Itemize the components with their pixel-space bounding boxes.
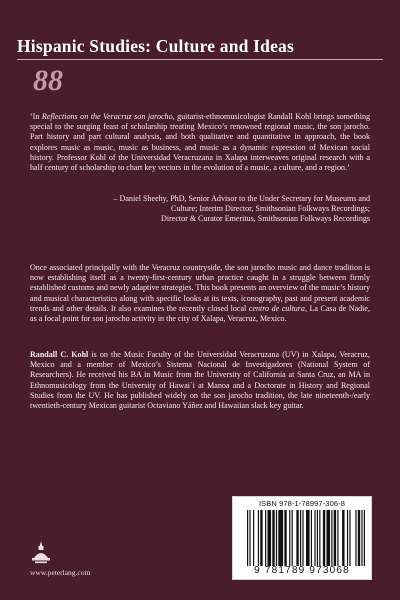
barcode-bar xyxy=(361,510,362,566)
attribution-line: – Daniel Sheehy, PhD, Senior Advisor to the Under Secretary for Museums and xyxy=(113,194,370,203)
barcode-bar xyxy=(355,510,356,566)
description-text-end: , La Casa de Nadie, as a focal point for son jarocho activity in the city of Xalapa, Veracruz, Mexico. xyxy=(30,303,371,324)
barcode-bars xyxy=(245,510,367,566)
barcode-bar xyxy=(302,510,303,566)
barcode-panel xyxy=(232,496,372,580)
barcode-bar xyxy=(306,510,310,566)
barcode-bar xyxy=(364,510,365,566)
barcode-bar xyxy=(326,510,330,566)
description-italic: centro de cultura xyxy=(248,303,305,313)
barcode-bar xyxy=(319,510,320,566)
barcode-bar xyxy=(292,510,293,566)
barcode-bar xyxy=(331,510,332,566)
quote-text: , guitarist-ethnomusicologist Randall Kohl brings something special to the surging feast of scholarship treating Mexico’s renowned regional music, the son jarocho. Part history and part cultural analysis, and both qualitative and quantitative in approach, the book explores music as music, music as business, and music as a dynamic expression of Mexican social history. Professor Kohl of the Universidad Veracruzana in Xalapa interweaves original research with a half century of scholarship to chart key vectors in the evolution of a music, a culture, and a region.’ xyxy=(30,112,370,173)
barcode-bar xyxy=(267,510,271,566)
volume-number: 88 xyxy=(33,64,63,97)
quote-open: ‘In xyxy=(30,112,42,121)
author-bio xyxy=(30,350,370,411)
barcode-bar xyxy=(300,510,301,566)
peter-lang-logo-icon xyxy=(30,540,52,564)
barcode-bar xyxy=(334,510,336,566)
barcode-bar xyxy=(314,510,315,566)
barcode-digits: 9 781789 973068 xyxy=(254,565,350,576)
author-name: Randall C. Kohl xyxy=(30,350,89,359)
barcode-bar xyxy=(272,510,274,566)
barcode-bar xyxy=(317,510,318,566)
barcode-bar xyxy=(358,510,360,566)
barcode-bar xyxy=(258,510,259,566)
author-bio-text: is on the Music Faculty of the Universidad Veracruzana (UV) in Xalapa, Veracruz, Mexico and a member of Mexico’s Sistema Nacional de Investigadores (National System of Researchers). He received his BA in Music from the University of California at Santa Cruz, an MA in Ethnomusicology from the University of Hawai`i at Manoa and a Doctorate in History and Regional Studies from the UV. He has published widely on the son jarocho tradition, the late nineteenth-/early twentieth-century Mexican guitarist Octaviano Yáñez and Hawaiian slack key guitar. xyxy=(30,350,370,411)
barcode-bar xyxy=(249,510,250,566)
endorsement-attribution xyxy=(30,194,370,225)
barcode-bar xyxy=(278,510,283,566)
book-description xyxy=(30,263,370,324)
barcode-bar xyxy=(311,510,312,566)
isbn-label: ISBN 978-1-78997-306-8 xyxy=(258,499,345,508)
attribution-line: Culture; Interim Director, Smithsonian Folkways Recordings; xyxy=(170,204,370,214)
barcode-bar xyxy=(323,510,325,566)
barcode-bar xyxy=(342,510,344,566)
barcode-bar xyxy=(289,510,290,566)
barcode-bar xyxy=(253,510,254,566)
series-title: Hispanic Studies: Culture and Ideas xyxy=(17,36,295,56)
barcode-bar xyxy=(349,510,350,566)
attribution-line: Director & Curator Emeritus, Smithsonian Folkways Recordings xyxy=(161,214,370,224)
publisher-website[interactable]: www.peterlang.com xyxy=(30,568,91,577)
barcode-bar xyxy=(260,510,262,566)
title-rule xyxy=(17,59,383,60)
barcode-bar xyxy=(337,510,338,566)
barcode-bar xyxy=(296,510,298,566)
description-text: Once associated principally with the Veracruz countryside, the son jarocho music and dance tradition is now establishing itself as a twenty-first-century urban practice caught in a struggle between firmly established customs and newly adaptive strategies. This book presents an overview of the music’s history and musical characteristics along with specific looks at its texts, iconography, past and present academic trends and other details. It also examines the recently closed local xyxy=(30,263,370,313)
barcode-bar xyxy=(347,510,348,566)
barcode-bar xyxy=(247,510,248,566)
endorsement-quote xyxy=(30,112,370,173)
quote-book-title: Reflections on the Veracruz son jarocho xyxy=(41,112,173,121)
barcode-bar xyxy=(265,510,266,566)
barcode-bar xyxy=(276,510,277,566)
barcode-bar xyxy=(284,510,286,566)
